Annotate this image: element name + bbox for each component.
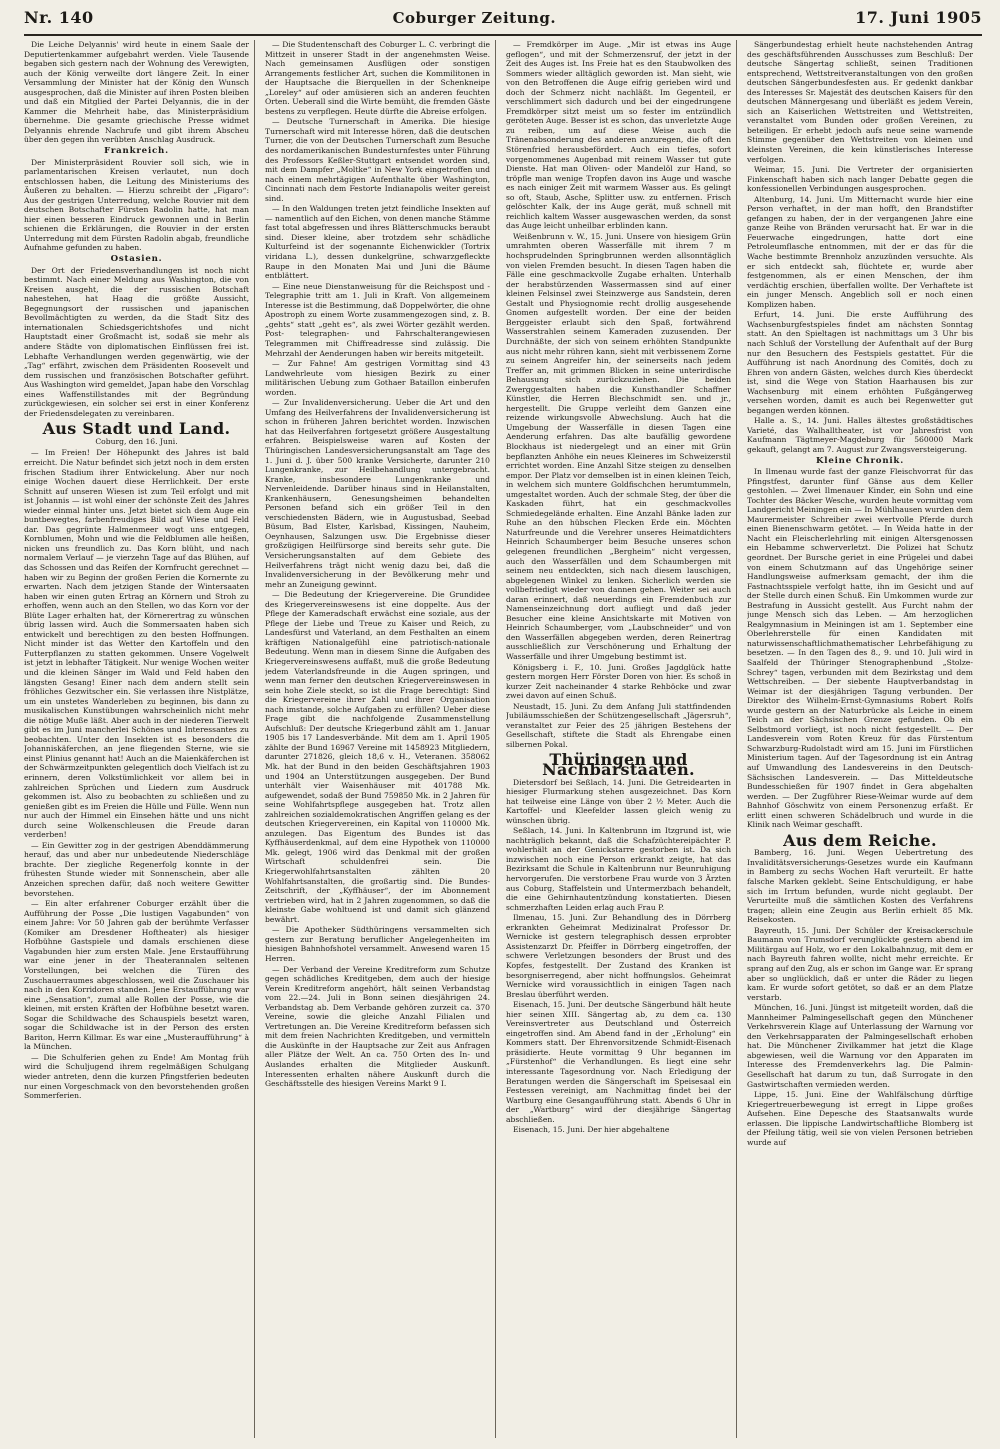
column-1 bbox=[24, 40, 255, 1438]
article-schulferien: — Die Schulferien gehen zu Ende! Am Montag früh wird die Schuljugend ihrem regelmäßigen Schulgang wieder antreten, denn die kurzen Pfingstferien bedeuten nur einen Vorgeschmack von den bevorstehenden großen Sommerferien. bbox=[24, 1052, 249, 1101]
masthead bbox=[24, 8, 982, 36]
issue-date: 17. Juni 1905 bbox=[855, 8, 982, 27]
article-im-freien: — Im Freien! Der Höhepunkt des Jahres ist bald erreicht. Die Natur befindet sich jetzt noch in dem ersten frischen Stadium ihrer Entwickelung. Aber nur noch einige Wochen dauert diese Herrlichkeit. Der erste Schnitt auf unseren Wiesen ist zum Teil erfolgt und mit ist Johannis — ist wohl einer der schönste Zeit des Jahres wieder einmal hinter uns. Jetzt bietet sich dem Auge ein buntbewegtes, farbenfreudiges Bild auf Wiese und Feld dar. Das gegrünte Halmenmeer wogt uns entgegen, Kornblumen, Mohn und wie die Feldblumen alle heißen, nicken uns freundlich zu. Das Korn blüht, und nach normalem Verlauf — je vierzehn Tage auf das Blühen, auf das Schossen und das Reifen der Kornfrucht gerechnet — haben wir zu Beginn der großen Ferien die Kornernte zu erwarten. Nach dem jetzigen Stande der Wintersaaten haben wir einen guten Ertrag an Körnern und Stroh zu erhoffen, wenn auch an den Stellen, wo das Korn vor der Blüte Lager erhalten hat, der Körnerertrag zu wünschen übrig lassen wird. Auch die Sommersaaten haben sich entwickelt und berechtigen zu den besten Hoffnungen. Nicht minder ist das Wetter den Kartoffeln und den Futterpflanzen zu statten gekommen. Unsere Vogelwelt ist jetzt in lebhafter Tätigkeit. Nur wenige Wochen weiter und die kleinen Sänger im Wald und Feld haben den längsten Gesang! Einer nach dem andern stellt sein fröhliches Gezwitscher ein. Sie verlassen ihre Nistplätze, um ein unstetes Wanderleben zu beginnen, bis dann zu musikalischen Kunstübungen wahrscheinlich nicht mehr die nötige Muße läßt. Aber auch in der niederen Tierwelt gibt es im Juni mancherlei Schönes und Interessantes zu beobachten. Unter den Insekten ist es besonders die Johanniskäferchen, an jene fliegenden Sterne, wie sie einst Plinius genannt hat! Auch an die Maienkäferchen ist der Schwärmzeitpunkten gelegentlich doch Vielfach ist zu erinnern, deren Volkstümlichkeit vor allem bei in zahlreichen Sprüchen und Liedern zum Ausdruck gekommen ist. Also zu beobachten zu schließen und zu genießen gibt es im Freien die Hülle und Fülle. Wenn nun nur auch der Himmel ein Einsehen hätte und uns nicht durch seine Wolkenschleusen die Freude daran verderben! bbox=[24, 448, 249, 840]
article-lippe: Lippe, 15. Juni. Eine der Wahlfälschung dürftige Kriegertreuerbewegung ist erregt in Lippe großes Aufsehen. Eine Depesche des Staatsanwalts wurde erlassen. Die lippische Landwirtschaftliche Blomberg ist der Pfeilung tätig, weil sie von vielen Personen betrieben wurde auf bbox=[747, 1090, 973, 1147]
article-kreditreform: — Der Verband der Vereine Kreditreform zum Schutze gegen schädliches Kreditgeben, dem auch der hiesige Verein Kreditreform angehört, hält seinen Verbandstag vom 22.—24. Juli in Bonn seinen diesjährigen 24. Verbandstag ab. Dem Verbande gehören zurzeit ca. 370 Vereine, sowie die gleiche Anzahl Filialen und Vertretungen an. Die Vereine Kreditreform befassen sich mit dem freien Nachrichten Kreditgeben, und vermitteln die Auskünfte in der Hauptsache zur Zeit aus Anfragen aller Plätze der Welt. An ca. 750 Orten des In- und Auslandes erhalten die Mitglieder Auskunft. Interessenten erhalten nähere Auskunft durch die Geschäftsstelle des hiesigen Vereins Markt 9 I. bbox=[265, 964, 490, 1089]
article-waldungen: — In den Waldungen treten jetzt feindliche Insekten auf — namentlich auf den Eichen, von denen manche Stämme fast total abgefressen und ihres Blätterschmucks beraubt sind. Dieser kleine, aber trotzdem sehr schädliche Kulturfeind ist der sogenannte Eichenwickler (Tortrix viridana L.), dessen dunkelgrüne, schwarzgefleckte Raupe in den Monaten Mai und Juni die Bäume entblättert. bbox=[265, 204, 490, 281]
article-ostasien: Der Ort der Friedensverhandlungen ist noch nicht bestimmt. Nach einer Meldung aus Washington, die von Kreisen ausgeht, die der russischen Botschaft nahestehen, hat Haag die größte Aussicht, Begegnungsort der russischen und japanischen Bevollmächtigten zu werden, da die Stadt Sitz des internationalen Schiedsgerichtshofes und nicht Hauptstadt einer Großmacht ist, sodaß sie mehr als andere Städte von diplomatischen Einflüssen frei ist. Lebhafte Verhandlungen werden gegenwärtig, wie der „Tag“ erfährt, zwischen dem Präsidenten Roosevelt und dem russischen und französischen Botschafter geführt. Aus Washington wird gemeldet, Japan habe den Vorschlag eines Waffenstillstandes mit der Begründung zurückgewiesen, ein solcher sei erst in einer Konferenz der Friedensdelegaten zu vereinbaren. bbox=[24, 265, 249, 418]
article-delyannis: Die Leiche Delyannis' wird heute in einem Saale der Deputiertenkammer aufgebahrt werden. Viele Tausende begaben sich gestern nach der Wohnung des Verewigten, auch der König verweilte dort längere Zeit. In einer Versammlung der Minister hat der König den Wunsch ausgesprochen, daß die Minister auf ihren Posten bleiben und daß ein Mitglied der Partei Delyannis, die in der Kammer die Mehrheit habe, das Ministerpräsidium übernehme. Die gesamte griechische Presse widmet Delyannis ehrende Nachrufe und gibt ihrem Abscheu über den gegen ihn verübten Anschlag Ausdruck. bbox=[24, 40, 249, 145]
article-kriegervereine: — Die Bedeutung der Kriegervereine. Die Grundidee des Kriegervereinswesens ist eine doppelte. Aus der Pflege der Kameradschaft erwächst eine soziale, aus der Pflege der Liebe und Treue zu Kaiser und Reich, zu Landesfürst und Vaterland, an dem Festhalten an einem kräftigen Nationalgefühl eine patriotisch-nationale Bedeutung. Wenn man in diesem Sinne die Aufgaben des Kriegervereinswesens auffaßt, muß die große Bedeutung jedem Vaterlandsfreunde in die Augen springen, und wenn man ferner den deutschen Kriegervereinswesen in sein hohe Ziele steckt, so ist die Frage berechtigt: Sind die Kriegervereine ihrer Zahl und ihrer Organisation nach imstande, solche Aufgaben zu erfüllen? Ueber diese Frage gibt die nachfolgende Zusammenstellung Aufschluß: Der deutsche Kriegerbund zählt am 1. Januar 1905 bis 17 Landesverbände. Mit dem am 1. April 1905 zählte der Bund 16967 Vereine mit 1458923 Mitgliedern, darunter 271826, gleich 18,6 v. H., Veteranen. 358062 Mk. hat der Bund in den beiden Geschäftsjahren 1903 und 1904 an Unterstützungen ausgegeben. Der Bund unterhält vier Waisenhäuser mit 401788 Mk. aufgewendet, sodaß der Bund 759850 Mk. in 2 Jahren für seine Wohlfahrtspflege ausgegeben hat. Trotz allen zahlreichen sozialdemokratischen Angriffen gelang es der deutschen Kriegervereinen, ein Kapital von 110000 Mk. anzulegen. Das Eigentum des Bundes ist das Kyffhäuserdenkmal, auf dem eine Hypothek von 110000 Mk. gelegt, 1906 wird das Denkmal mit der großen Wirtschaft schuldenfrei sein. Die Kriegerwohlfahrtsanstalten zählten 20 Wohlfahrtsanstalten, die großartig sind. Die Bundes-Zeitschrift, der „Kyffhäuser“, der im Abonnement vertrieben wird, hat in 2 Jahren zugenommen, so daß die kleinste Gabe wohltuend ist und damit sich glänzend bewährt. bbox=[265, 590, 490, 924]
column-2 bbox=[265, 40, 496, 1438]
article-apotheker: — Die Apotheker Südthüringens versammelten sich gestern zur Beratung beruflicher Angelegenheiten im hiesigen Bahnhofshotel versammelt. Anwesend waren 15 Herren. bbox=[265, 925, 490, 963]
heading-ostasien: Ostasien. bbox=[110, 254, 163, 265]
article-saengerbundestag: Sängerbundestag erhielt heute nachstehenden Antrag des geschäftsführenden Ausschusses zum Beschluß: Der deutsche Sängertag schließt, seinen Traditionen entsprechend, Wettstreitveranstaltungen von den großen deutschen Sängerbundesfesten aus. Er gedenkt dankbar des Interesses Sr. Majestät des deutschen Kaisers für den deutschen Männergesang und überläßt es jedem Verein, sich an Kaiserlichen Wettstreiten und Wettstreiten, veranstaltet vom Bunden oder großen Vereinen, zu beteiligen. Er erhebt jedoch aufs neue seine warnende Stimme gegenüber den Wettstreiten von kleinen und kleinsten Vereinen, die kein künstlerisches Interesse verfolgen. bbox=[747, 40, 973, 164]
article-studentenschaft: — Die Studentenschaft des Coburger L. C. verbringt die Mittzeit in unserer Stadt in der angenehmsten Weise. Nach gemeinsamen Ausflügen oder sonstigen Arrangements festlicher Art, suchen die Kommilitonen in der Hauptsache die Bierquellen in der Schenkneipe „Loreley“ auf oder amüsieren sich an anderen feuchten Orten. Ueberall sind die Wirte bemüht, die fremden Gäste bestens zu verpflegen. Heute dürfte die Abreise erfolgen. bbox=[265, 40, 490, 116]
article-frankreich: Der Ministerpräsident Rouvier soll sich, wie in parlamentarischen Kreisen verlautet, nun doch entschlossen haben, die Leitung des Ministeriums des Äußeren zu behalten. — Hierzu schreibt der „Figaro“: Aus der gestrigen Unterredung, welche Rouvier mit dem deutschen Botschafter Fürsten Radolin hatte, hat man hier einen besseren Eindruck gewonnen und in Berlin schienen die Erklärungen, die Rouvier in der ersten Unterredung mit dem Fürsten Radolin abgab, freundliche Aufnahme gefunden zu haben. bbox=[24, 157, 249, 253]
article-weimar: Weimar, 15. Juni. Die Vertreter der organisierten Finkenschaft haben sich nach langer Debatte gegen die konfessionellen Verbindungen ausgesprochen. bbox=[747, 165, 973, 194]
section-heading-stadt-land: Aus Stadt und Land. bbox=[42, 419, 231, 439]
article-dienstanweisung: — Eine neue Dienstanweisung für die Reichspost und -Telegraphie tritt am 1. Juli in Kraft. Von allgemeinem Interesse ist die Bestimmung, daß Doppelwörter, die ohne Apostroph zu einem Worte zusammengezogen sind, z. B. „gehts“ statt „geht es“, als zwei Wörter gezählt werden. Post- telegraphen- und Fahrschalterangewiesen Telegrammen mit Chiffreadresse sind zulässig. Die Mehrzahl der Aenderungen haben wir bereits mitgeteilt. bbox=[265, 281, 490, 358]
article-bayreuth: Bayreuth, 15. Juni. Der Schüler der Kreisackerschule Baumann von Trumsdorf verunglückte gestern abend im Militärgau auf Holz, wo er den Lokalbahnzug, mit dem er nach Bayreuth fahren wollte, nicht mehr erreichte. Er sprang auf den Zug, als er schon im Gange war. Er sprang aber so unglücklich, daß er unter die Räder zu liegen kam. Er wurde sofort getötet, so daß er an dem Platze verstarb. bbox=[747, 925, 973, 1002]
article-eisenach-2: Eisenach, 15. Juni. Der hier abgehaltene bbox=[513, 1125, 670, 1135]
article-muenchen: München, 16. Juni. Jüngst ist mitgeteilt worden, daß die Mannheimer Palmingesellschaft gegen den Münchener Verkehrsverein Klage auf Unterlassung der Warnung vor den Verkehrsapparaten der Palmingesellschaft erhoben hat. Die Münchener Zivilkammer hat jetzt die Klage abgewiesen, weil die Warnung vor den Apparaten im Interesse des Fremdenverkehrs lag. Die Palmin-Gesellschaft hat darum zu tun, daß Surrogate in den Gastwirtschaften vermieden werden. bbox=[747, 1003, 973, 1089]
article-ilmenau: Ilmenau, 15. Juni. Zur Behandlung des in Dörrberg erkrankten Geheimrat Medizinalrat Professor Dr. Wernicke ist gestern telegraphisch dessen erprobter Assistenzarzt Dr. Pfeiffer in Dörrberg eingetroffen, der schwere Verletzungen besonders der Brust und des Kopfes, festgestellt. Der Zustand des Kranken ist besorgniserregend, aber nicht hoffnungslos. Geheimrat Wernicke wird voraussichtlich in einigen Tagen nach Breslau überführt werden. bbox=[506, 913, 731, 999]
article-fremdkoerper: — Fremdkörper im Auge. „Mir ist etwas ins Auge geflogen“, und mit der Schmerzensruf, der jetzt in der Zeit des Auges ist. Ins Freie hat es den Staubwolken des Sommers wieder alltäglich geworden ist. Man sieht, wie von den Betroffenen die Auge eifrig gerieben wird und doch der Schmerz nicht nachläßt. Im Gegenteil, er verschlimmert sich dadurch und bei der eingedrungene Fremdkörper sitzt meist um so fester im entzündlich geröteten Auge. Besser ist es schon, das unverletzte Auge zu reiben, um auf diese Weise auch die Tränenabsonderung des anderen anzuregen, die oft den Störenfried herausbefördert. Auch ein tiefes, sofort vorgenommenes Augenbad mit reinem Wasser tut gute Dienste. Hat man Oliven- oder Mandelöl zur Hand, so tröpfle man wenige Tropfen davon ins Auge und wasche es nach einiger Zeit mit warmem Wasser aus. Es gelingt so oft, Staub, Asche, Splitter usw. zu entfernen. Frisch gelöschter Kalk, der ins Auge gerät, muß schnell mit reichlich kaltem Wasser ausgewaschen werden, da sonst das Auge leicht unheilbar erblinden kann. bbox=[506, 40, 731, 231]
article-gewitter: — Ein Gewitter zog in der gestrigen Abenddämmerung herauf, das und aber nur unbedeutende Niederschläge brachte. Der ziegliche Regenerfolg konnte in der frühesten Stunde wieder mit Sonnenschein, aber alle Anzeichen sprechen dafür, daß noch weitere Gewitter bevorstehen. bbox=[24, 840, 249, 898]
article-zur-fahne: — Zur Fahne! Am gestrigen Vormittag sind 43 Landwehrleute vom hiesigen Bezirk zu einer militärischen Uebung zum Gothaer Bataillon einberufen worden. bbox=[265, 359, 490, 397]
article-sesslach: Seßlach, 14. Juni. In Kaltenbrunn im Itzgrund ist, wie nachträglich bekannt, daß die Schafzüchtereipächter P. wohlerhält an der Genickstarre gestorben ist. Da sich inzwischen noch eine Person erkrankt zeigte, hat das Bezirksamt die Schule in Kaltenbrunn nur Beunruhigung hervorgerufen. Die verstorbene Frau wurde von 3 Ärzten aus Coburg, Staffelstein und Untermerzbach behandelt, die eine Gehirnhautentzündung konstatierten. Diesen schmerzhaften Leiden erlag auch Frau P. bbox=[506, 826, 731, 912]
section-heading-reiche: Aus dem Reiche. bbox=[783, 830, 937, 850]
column-3 bbox=[506, 40, 737, 1438]
section-heading-thueringen: Thüringen und Nachbarstaaten. bbox=[542, 750, 695, 780]
heading-kleine-chronik: Kleine Chronik. bbox=[816, 455, 904, 466]
heading-frankreich: Frankreich. bbox=[104, 146, 169, 157]
article-bamberg: Bamberg, 16. Juni. Wegen Uebertretung des Invaliditätsversicherungs-Gesetzes wurde ein Kaufmann in Bamberg zu sechs Wochen Haft verurteilt. Er hatte falsche Marken geklebt. Seine Entschuldigung, er habe sich im Irrtum befunden, wurde nicht geglaubt. Der Verurteilte muß die sämtlichen Kosten des Verfahrens tragen; allein eine Zeugin aus Berlin erhielt 85 Mk. Reisekosten. bbox=[747, 848, 973, 925]
article-altenburg: Altenburg, 14. Juni. Um Mitternacht wurde hier eine Person verhaftet, in der man hofft, den Brandstifter gefangen zu haben, der in der vergangenen Jahre eine ganze Reihe von Bränden verursacht hat. Er war in die Feuerwache eingedrungen, hatte dort eine Petroleumflasche entnommen, mit der er das für die Wache bestimmte Brennholz anzuzünden versuchte. Als er sich entdeckt sah, flüchtete er, wurde aber festgenommen, als er einen Menschen, der ihm verdächtig erschien, überfallen wollte. Der Verhaftete ist ein junger Mensch. Angeblich soll er noch einen Komplizen haben. bbox=[747, 194, 973, 309]
article-halle: Halle a. S., 14. Juni. Halles ältestes großstädtisches Varieté, das Walhalltheater, ist vor Jahresfrist von Kaufmann Tägtmeyer-Magdeburg für 560000 Mark gekauft, gelangt am 7. August zur Zwangsversteigerung. bbox=[747, 416, 973, 454]
article-kleine-chronik: In Ilmenau wurde fast der ganze Fleischvorrat für das Pfingstfest, darunter fünf Gänse aus dem Keller gestohlen. — Zwei Ilmenauer Kinder, ein Sohn und eine Tochter des Bäcker Wesche, wurden heute vormittag vom Landgericht Meiningen ein — In Mühlhausen wurden dem Maurermeister Schreiber zwei wertvolle Pferde durch einen Bienenschwarm getötet. — In Weida hatte in der Nacht ein Fleischerlehrling mit einigen Altersgenossen ein Hebamme schwerverletzt. Die Polizei hat Schutz geordnet. Der Bursche geriet in eine Prügelei und dabei von einem Schutzmann auf das Ungehörige seiner Handlungsweise aufmerksam gemacht, der ihm die Fastnachtsspiele verfolgt hatte, ihn im Gesicht und auf der Stelle durch einen Schuß. Ein Umkommen wurde zur Bestrafung in Aussicht gestellt. Aus Furcht nahm der junge Mensch sich das Leben. — Am herzoglichen Realgymnasium in Meiningen ist am 1. September eine Oberlehrerstelle für einen Kandidaten mit naturwissenschaftlichmathematischer Lehrbefähigung zu besetzen. — In den Tagen des 8., 9. und 10. Juli wird in Saalfeld der Thüringer Stenographenbund „Stolze-Schrey“ tagen, verbunden mit dem Bezirkstag und dem Wettschreiben. — Der siebente Hauptverbandstag in Weimar ist der diesjährigen Tagung verbunden. Der Direktor des Wilhelm-Ernst-Gymnasiums Robert Rolfs wurde gestern an der Naturbrücke als Leiche in einem Teich an der Sächsischen Grenze gefunden. Ob ein Selbstmord vorliegt, ist noch nicht festgestellt. — Der Landesverein vom Roten Kreuz für das Fürstentum Schwarzburg-Rudolstadt wird am 15. Juni im Fürstlichen Ministerium tagen. Auf der Tagesordnung ist ein Antrag auf Umwandlung des Landesvereins in den Deutsch-Sächsischen Landesverein. — Das Mitteldeutsche Bundesschießen für 1907 findet in Gera abgehalten werden. — Der Zugführer Riese-Weimar wurde auf dem Bahnhof Göschwitz von einem Personenzug erfaßt. Er erlitt einen schweren Schädelbruch und wurde in die Klinik nach Weimar geschafft. bbox=[747, 467, 973, 830]
issue-number: Nr. 140 bbox=[24, 8, 94, 27]
newspaper-title: Coburger Zeitung. bbox=[392, 9, 557, 27]
article-dietersdorf: Dietersdorf bei Seßlach, 14. Juni. Die Getreidearten in hiesiger Flurmarkung stehen ausgezeichnet. Das Korn hat teilweise eine Länge von über 2 ½ Meter. Auch die Kartoffel- und Kleefelder lassen gleich wenig zu wünschen übrig. bbox=[506, 777, 731, 825]
article-erfurt: Erfurt, 14. Juni. Die erste Aufführung des Wachsenburgfestspieles findet am nächsten Sonntag statt. An den Spieltagen ist nachmittags um 3 Uhr bis nach Schluß der Vorstellung der Aufenthalt auf der Burg nur den Besuchern des Festspiels gestattet. Für die Aufführung ist nach Anordnung des Comités, doch zu Ehren von andern Gästen, welches durch Kies überdeckt ist, sind die Wege von Station Haarhausen bis zur Wachsenburg mit einem erhöhten Fußgängerweg versehen worden, damit es auch bei Regenwetter gut begangen werden können. bbox=[747, 310, 973, 415]
article-invalidenversicherung: — Zur Invalidenversicherung. Ueber die Art und den Umfang des Heilverfahrens der Invalidenversicherung ist schon in früheren Jahren berichtet worden. Inzwischen hat das Heilverfahren fortgesetzt größere Ausgestaltung erfahren. Beispielsweise waren auf Kosten der Thüringischen Landesversicherungsanstalt am Tage des 1. Juni d. J. über 500 kranke Versicherte, darunter 210 Lungenkranke, zur Heilbehandlung untergebracht. Kranke, insbesondere Lungenkranke und Nervenleidende. Darüber hinaus sind in Heilanstalten, Krankenhäusern, Genesungsheimen behandelten Personen befand sich ein größer Teil in den verschiedensten Bädern, wie in Augustusbad, Seebad Büsum, Bad Elster, Karlsbad, Kissingen, Nauheim, Oeynhausen, Salzungen usw. Die Ergebnisse dieser großzügigen Heilfürsorge sind bereits sehr gute. Die Versicherungsanstalten auf dem Gebiete des Heilverfahrens trägt nicht wenig dazu bei, daß die Invalidenversicherung in der Bevölkerung mehr und mehr an Zuneigung gewinnt. bbox=[265, 398, 490, 589]
newspaper-page bbox=[24, 8, 982, 1440]
article-koenigsberg: Königsberg i. F., 10. Juni. Großes Jagdglück hatte gestern morgen Herr Förster Doren von hier. Es schoß in kurzer Zeit nacheinander 4 starke Rehböcke und zwar zwei davon auf einen Schuß. bbox=[506, 662, 731, 701]
article-eisenach-1: Eisenach, 15. Juni. Der deutsche Sängerbund hält heute hier seinen XIII. Sängertag ab, zu dem ca. 130 Vereinsvertreter aus Deutschland und Österreich eingetroffen sind. Am Abend fand in der „Erholung“ ein Kommers statt. Der Ehrenvorsitzende Schmidt-Eisenach präsidierte. Heute vormittag 9 Uhr begannen im „Fürstenhof“ die Verhandlungen. Es liegt eine sehr interessante Tagesordnung vor. Nach Erledigung der Beratungen werden die Sängerschaft im Speisesaal ein Festessen vereinigt, am Nachmittag findet bei der Wartburg eine Gesangaufführung statt. Abends 6 Uhr in der „Wartburg“ wird der diesjährige Sängertag abschließen. bbox=[506, 1000, 731, 1124]
article-neustadt: Neustadt, 15. Juni. Zu dem Anfang Juli stattfindenden Jubiläumsschießen der Schützengesellschaft „Jägersruh“, veranstaltet zur Feier des 25 jährigen Bestehens der Gesellschaft, stiftete die Stadt als Ehrengabe einen silbernen Pokal. bbox=[506, 701, 731, 749]
article-weissenbrunn: Weißenbrunn v. W., 15. Juni. Unsere von hiesigem Grün umrahmten oberen Wasserfälle mit ihrem 7 m hochsprudelnden Springbrunnen werden allsonntäglich von vielen Fremden besucht. In diesen Tagen haben die Fälle eine geschmackvolle Zugabe erhalten. Unterhalb der herabstürzenden Wassermassen sind auf einer kleinen Felsinsel zwei Steinzwerge aus Sandstein, deren Gestalt und Physiognomie recht drollig ausgesehende Gnomen aufgestellt worden. Der eine der beiden Berggeister erlaubt sich den Spaß, fortwährend Wasserstrahlen seinem Kameraden zuzusenden. Der Durchnäßte, der sich von seinem erhöhten Standpunkte aus nicht mehr rühren kann, sieht mit verbissenem Zorne zu seinem Angreifer hin, der seinerseits nach jedem Treffer an, mit grimmen Blicken in seine unterirdische Behausung sich zurückzuziehen. Die beiden Zwerggestalten haben die Kunsthandler Schaffner Künstler, die Herren Blechschmidt sen. und jr., hergestellt. Die Gruppe verleiht dem Ganzen eine reizende wirkungsvolle Abwechslung. Auch hat die Umgebung der Wasserfälle in diesen Tagen eine Aenderung erfahren. Das alte baufällig gewordene Blockhaus ist niedergelegt und an einer mit Grün bepflanzten Anhöhe ein neues Kleineres im Schweizerstil errichtet worden. Eine Anzahl Sitze steigen zu denselben empor. Der Platz vor demselben ist in einen kleinen Teich, in welchem sich muntere Goldfischchen herumtummeln, umgestaltet worden. Auch der schmale Steg, der über die Kaskaden führt, hat ein geschmackvolles Schmiedegelände erhalten. Eine Anzahl Bänke laden zur Ruhe an den hübschen Flecken Erde ein. Möchten Naturfreunde und die Verehrer unseres Heimatdichters Heinrich Schaumberger beim Besuche unseres schon gelegenen freundlichen „Bergheim“ nicht vergessen, auch den Wasserfällen und dem Schaumbergen mit seinem neu entdeckten, sich nach diesem lauschigen, abgelegenen Winkel zu lenken. Sicherlich werden sie vollbefriedigt wieder von dannen gehen. Weiter sei auch daran erinnert, daß neuerdings ein Fremdenbuch zur Namenseinzeichnung dort aufliegt und daß jeder Besucher eine kleine Ansichtskarte mit Motiven von Heinrich Schaumberger, vom „Laubschneider“ und von den Wasserfällen abgegeben werden, deren Reinertrag ausschließlich zur Verschönerung und Erhaltung der Wasserfälle und ihrer Umgebung bestimmt ist. bbox=[506, 231, 731, 661]
columns bbox=[24, 40, 982, 1438]
column-4 bbox=[747, 40, 978, 1438]
article-turnerschaft: — Deutsche Turnerschaft in Amerika. Die hiesige Turnerschaft wird mit Interesse hören, daß die deutschen Turner, die von der Deutschen Turnerschaft zum Besuche des nordamerikanischen Bundesturnfestes unter Führung des Professors Keßler-Stuttgart entsendet worden sind, mit dem Dampfer „Moltke“ in New York eingetroffen und nach einem mehrtägigen Aufenthalte über Washington, Cincinnati nach dem Festorte Indianapolis weiter gereist sind. bbox=[265, 117, 490, 203]
dateline: Coburg, den 16. Juni. bbox=[95, 436, 178, 446]
article-alter-coburger: — Ein alter erfahrener Coburger erzählt über die Aufführung der Posse „Die lustigen Vagabunden“ von einem Jahre: Vor 50 Jahren gab der berühmte Verfasser (Komiker am Dresdener Hoftheater) als hiesiger Hofbühne Gastspiele und damals erschienen diese Vagabunden hier zum ersten Male. Jene Erstaufführung war eine jener in der Theaterannalen seltenen Vorstellungen, bei welchen die Türen des Zuschauerraumes abgeschlossen, weil die Zuschauer bis nach in den Korridoren standen. Jene Erstaufführung war eine „Sensation“, zumal alle Rollen der Posse, wie die kleinen, mit ersten Kräften der Hofbühne besetzt waren. Sogar die Schildwache des Schauspiels besetzt waren, sogar die Schildwache ist in der Person des ersten Bariton, Herrn Killmar. Es war eine „Musteraufführung“ à la München. bbox=[24, 899, 249, 1052]
